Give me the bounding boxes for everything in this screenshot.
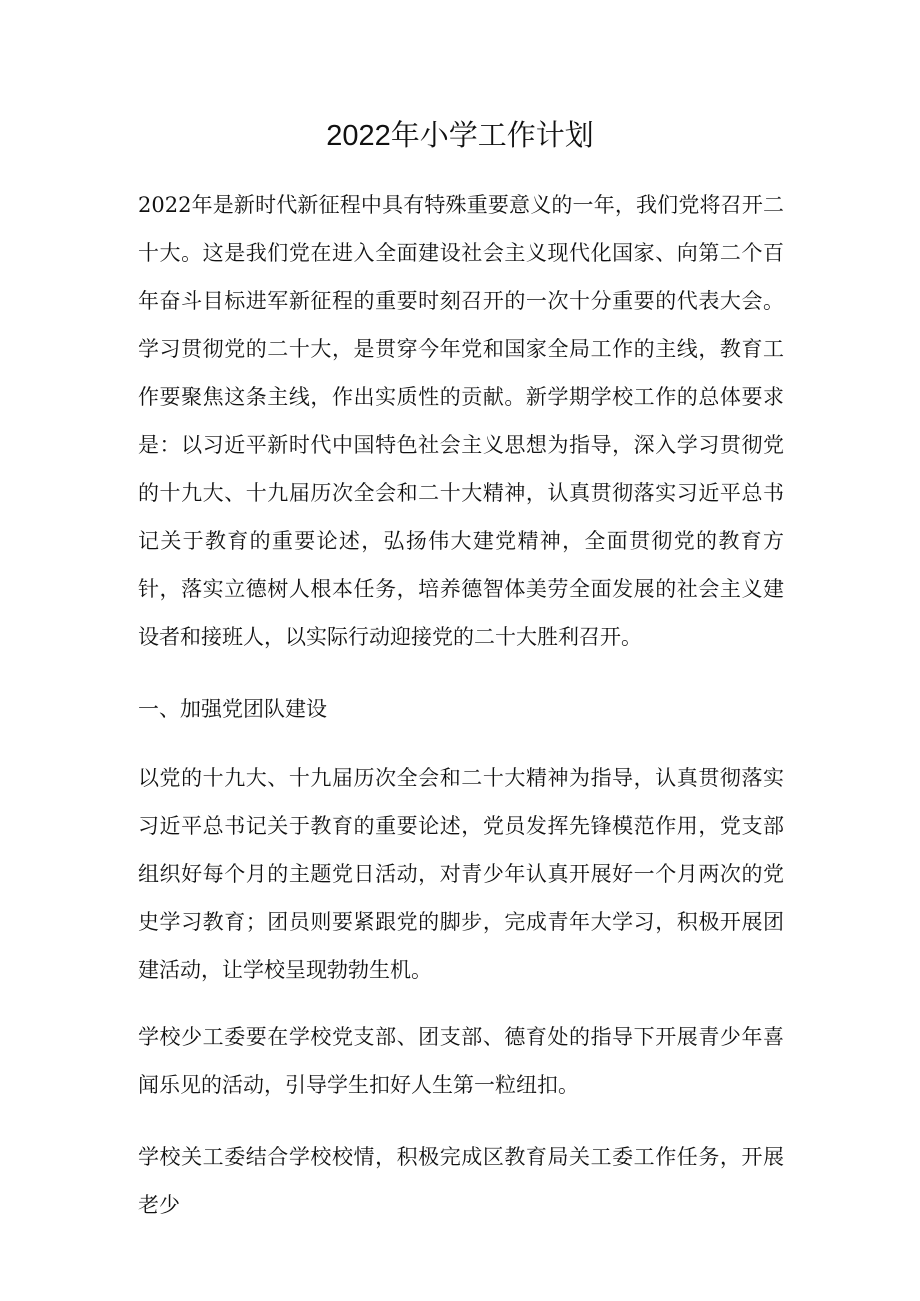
section-heading-party-building: 一、加强党团队建设 — [138, 697, 327, 721]
paragraph-party-members: 以党的十九大、十九届历次全会和二十大精神为指导，认真贯彻落实习近平总书记关于教育的重要论述，党员发挥先锋模范作用，党支部组织好每个月的主题党日活动，对青少年认真开展好一个月两次的党史学习教育；团员则要紧跟党的脚步，完成青年大学习，积极开展团建活动，让学校呈现勃勃生机。 — [138, 766, 784, 982]
document-title: 2022年小学工作计划 — [326, 120, 594, 152]
paragraph-care-committee: 学校关工委结合学校校情，积极完成区教育局关工委工作任务，开展老少 — [138, 1145, 784, 1217]
paragraph-youth-work-committee: 学校少工委要在学校党支部、团支部、德育处的指导下开展青少年喜闻乐见的活动，引导学生扣好人生第一粒纽扣。 — [138, 1025, 784, 1097]
intro-paragraph: 2022年是新时代新征程中具有特殊重要意义的一年，我们党将召开二十大。这是我们党在进入全面建设社会主义现代化国家、向第二个百年奋斗目标进军新征程的重要时刻召开的一次十分重要的代表大会。学习贯彻党的二十大，是贯穿今年党和国家全局工作的主线，教育工作要聚焦这条主线，作出实质性的贡献。新学期学校工作的总体要求是：以习近平新时代中国特色社会主义思想为指导，深入学习贯彻党的十九大、十九届历次全会和二十大精神，认真贯彻落实习近平总书记关于教育的重要论述，弘扬伟大建党精神，全面贯彻党的教育方针，落实立德树人根本任务，培养德智体美劳全面发展的社会主义建设者和接班人，以实际行动迎接党的二十大胜利召开。 — [138, 193, 784, 649]
